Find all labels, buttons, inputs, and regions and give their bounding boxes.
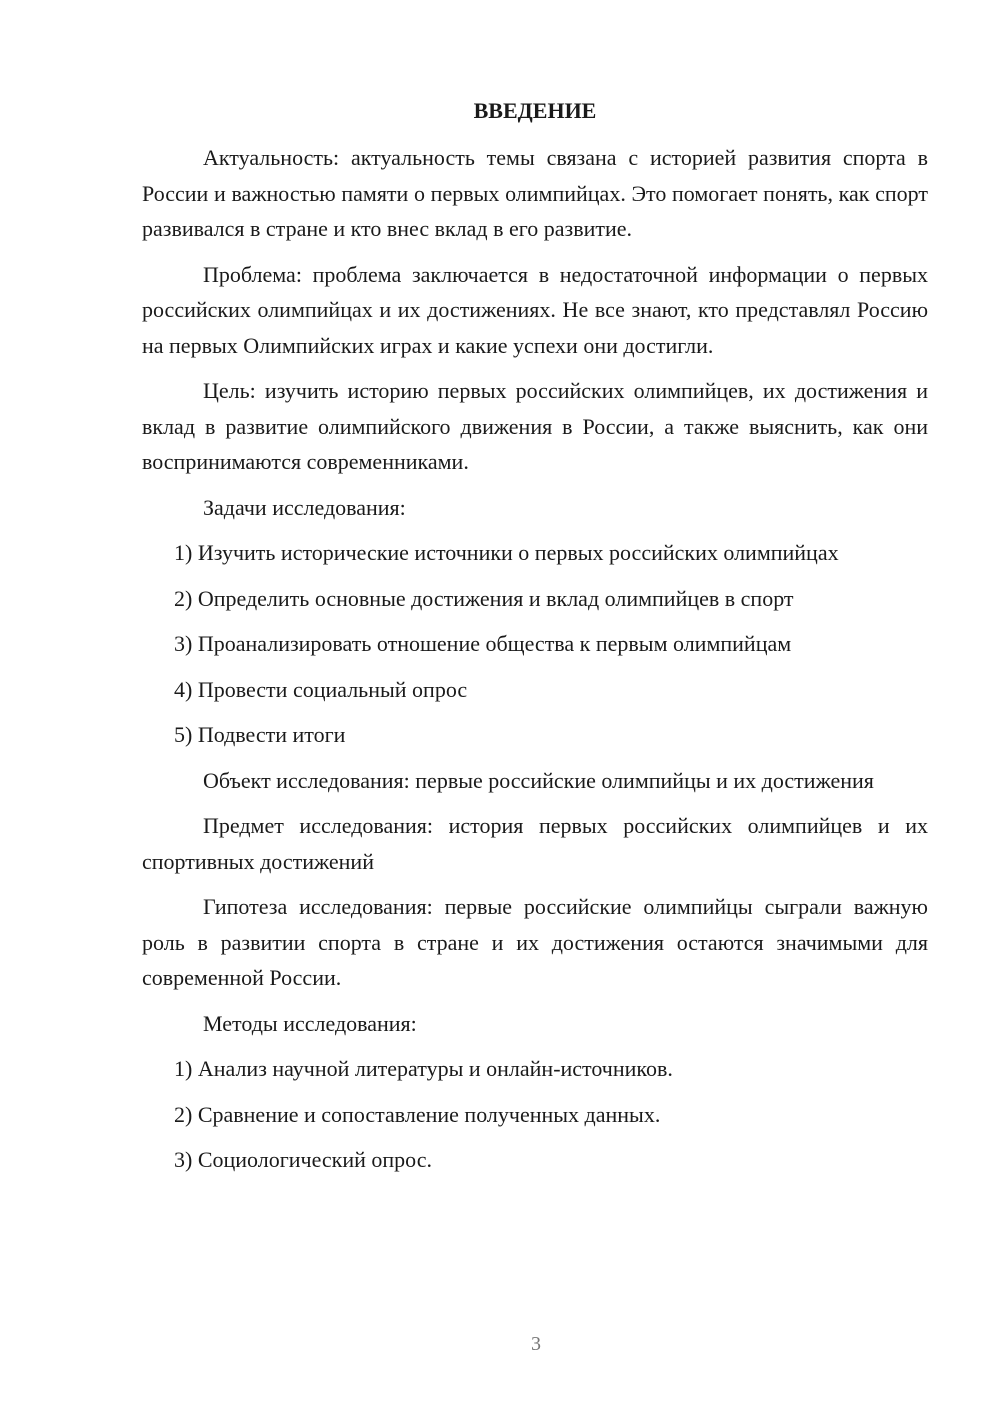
goal-paragraph: Цель: изучить историю первых российских олимпийцев, их достижения и вклад в развитие олимпийского движения в России, а также выяснить, как они воспринимаются современниками. [142, 378, 928, 474]
tasks-list [142, 535, 928, 753]
list-item: 2) Определить основные достижения и вклад олимпийцев в спорт [174, 585, 794, 611]
problem-paragraph: Проблема: проблема заключается в недостаточной информации о первых российских олимпийцах и их достижениях. Не все знают, кто представлял Россию на первых Олимпийских играх и какие успехи они достигли. [142, 261, 928, 358]
list-item: 3) Социологический опрос. [174, 1147, 432, 1172]
relevance-paragraph: Актуальность: актуальность темы связана с историей развития спорта в России и важностью памяти о первых олимпийцах. Это помогает понять, как спорт развивался в стране и кто внес вклад в его развитие. [142, 145, 928, 241]
document-body [142, 140, 928, 1188]
list-item: 5) Подвести итоги [174, 722, 346, 747]
page-number: 3 [531, 1333, 541, 1355]
hypothesis-paragraph: Гипотеза исследования: первые российские олимпийцы сыграли важную роль в развитии спорта в стране и их достижения остаются значимыми для современной России. [142, 894, 928, 990]
object-paragraph: Объект исследования: первые российские олимпийцы и их достижения [203, 767, 874, 793]
list-item: 1) Анализ научной литературы и онлайн-источников. [174, 1056, 673, 1081]
page-title: ВВЕДЕНИЕ [473, 98, 597, 123]
tasks-heading: Задачи исследования: [203, 494, 406, 520]
list-item: 2) Сравнение и сопоставление полученных данных. [174, 1101, 661, 1127]
methods-list [142, 1051, 928, 1178]
list-item: 3) Проанализировать отношение общества к первым олимпийцам [174, 631, 792, 656]
list-item: 4) Провести социальный опрос [174, 676, 468, 702]
list-item: 1) Изучить исторические источники о первых российских олимпийцах [174, 540, 839, 565]
methods-heading: Методы исследования: [203, 1010, 417, 1036]
subject-paragraph: Предмет исследования: история первых российских олимпийцев и их спортивных достижений [142, 813, 928, 874]
